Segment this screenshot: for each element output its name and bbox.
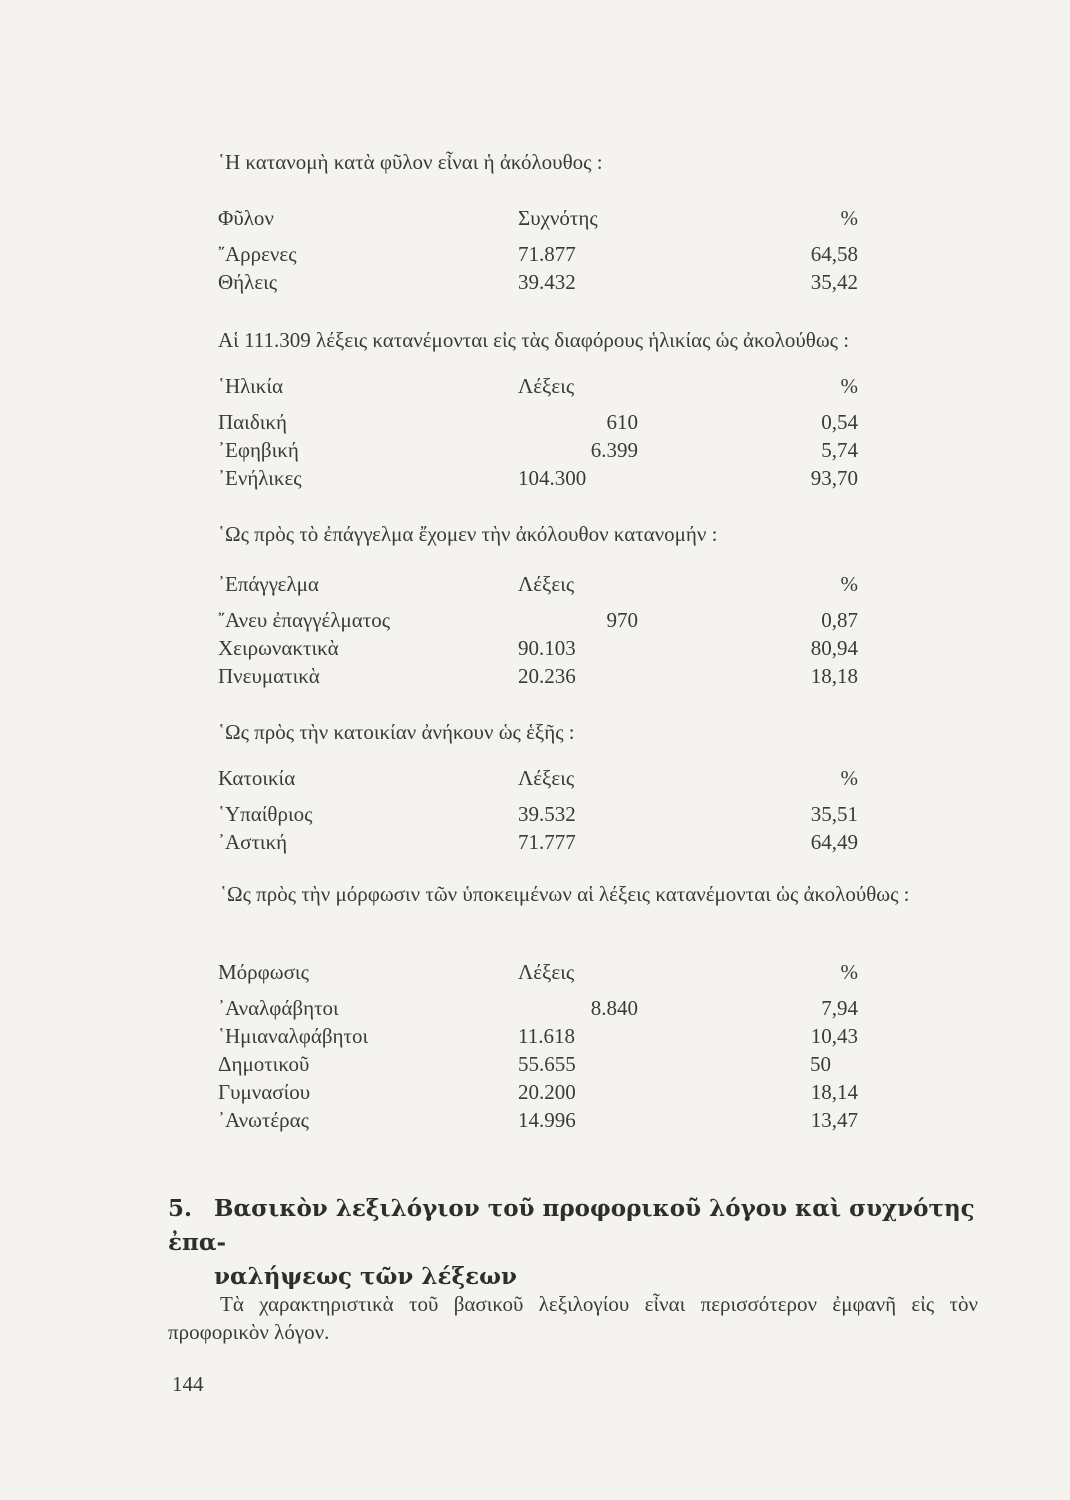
header-count: Λέξεις [518,572,575,596]
header-percent: % [840,960,858,984]
section-number: 5. [168,1195,193,1222]
table-profession [218,570,858,690]
header-category: ᾽Επάγγελμα [218,572,319,596]
row-count: 104.300 [518,466,587,490]
header-percent: % [840,206,858,230]
table-row [218,408,858,436]
row-count: 20.200 [518,1080,576,1104]
table-education [218,958,858,1134]
row-count: 610 [606,410,638,434]
row-label: ῎Ανευ ἐπαγγέλματος [218,608,391,632]
row-percent: 13,47 [810,1108,858,1132]
header-category: ῾Ηλικία [218,374,283,398]
table-age [218,372,858,492]
intro-gender: ῾Η κατανομὴ κατὰ φῦλον εἶναι ἡ ἀκόλουθος : [218,150,603,174]
row-count: 71.777 [518,830,576,854]
row-count: 39.532 [518,802,576,826]
row-label: ᾽Ενήλικες [218,466,302,490]
table-row [218,464,858,492]
row-percent: 35,42 [810,270,858,294]
row-percent: 0,87 [821,608,858,632]
row-label: Παιδική [218,410,287,434]
row-count: 8.840 [590,996,638,1020]
row-count: 970 [606,608,638,632]
row-percent: 0,54 [821,410,858,434]
row-count: 55.655 [518,1052,576,1076]
row-percent: 64,58 [810,242,858,266]
row-percent: 5,74 [821,438,858,462]
section-heading [168,1192,978,1294]
closing-paragraph [168,1290,978,1346]
header-percent: % [840,374,858,398]
row-percent: 7,94 [821,996,858,1020]
row-percent: 64,49 [810,830,858,854]
table-row [218,1106,858,1134]
row-count: 14.996 [518,1108,576,1132]
table-row [218,436,858,464]
row-label: ῾Ημιαναλφάβητοι [218,1024,369,1048]
table-row [218,606,858,634]
page-number: 144 [172,1372,204,1396]
table-header [218,372,858,408]
header-count: Συχνότης [518,206,598,230]
row-percent: 10,43 [810,1024,858,1048]
row-percent: 93,70 [810,466,858,490]
table-row [218,634,858,662]
header-count: Λέξεις [518,374,575,398]
section-title-line1: Βασικὸν λεξιλόγιον τοῦ προφορικοῦ λόγου καὶ συχνότης ἐπα- [168,1195,975,1256]
table-row [218,800,858,828]
intro-age: Αἱ 111.309 λέξεις κατανέμονται εἰς τὰς διαφόρους ἡλικίας ὡς ἀκολούθως : [218,328,850,352]
table-header [218,958,858,994]
row-label: ᾽Ανωτέρας [218,1108,309,1132]
header-category: Φῦλον [218,206,274,230]
header-percent: % [840,572,858,596]
intro-profession: ῾Ως πρὸς τὸ ἐπάγγελμα ἔχομεν τὴν ἀκόλουθον κατανομήν : [218,522,718,546]
header-category: Κατοικία [218,766,296,790]
section-title-line2: ναλήψεως τῶν λέξεων [214,1263,517,1290]
row-percent: 18,14 [810,1080,858,1104]
row-count: 6.399 [590,438,638,462]
table-gender [218,204,858,296]
table-row [218,1022,858,1050]
row-label: ᾽Αναλφάβητοι [218,996,339,1020]
table-row [218,662,858,690]
row-count: 20.236 [518,664,576,688]
table-row [218,240,858,268]
table-row [218,994,858,1022]
row-label: Θήλεις [218,270,278,294]
row-count: 90.103 [518,636,576,660]
row-label: ᾽Εφηβική [218,438,299,462]
row-label: Πνευματικὰ [218,664,320,688]
row-percent: 18,18 [810,664,858,688]
closing-paragraph-text: Τὰ χαρακτηριστικὰ τοῦ βασικοῦ λεξιλογίου εἶναι περισσότερον ἐμφανῆ εἰς τὸν προφορικὸν λόγον. [168,1292,978,1344]
header-count: Λέξεις [518,960,575,984]
table-header [218,570,858,606]
table-row [218,1050,858,1078]
table-row [218,1078,858,1106]
table-row [218,828,858,856]
table-header [218,204,858,240]
header-count: Λέξεις [518,766,575,790]
row-percent: 35,51 [810,802,858,826]
header-category: Μόρφωσις [218,960,309,984]
intro-residence: ῾Ως πρὸς τὴν κατοικίαν ἀνήκουν ὡς ἑξῆς : [218,720,575,744]
row-count: 39.432 [518,270,576,294]
table-header [218,764,858,800]
row-label: Γυμνασίου [218,1080,311,1104]
row-label: ῎Αρρενες [218,242,297,266]
row-label: Δημοτικοῦ [218,1052,310,1076]
table-row [218,268,858,296]
row-percent: 50 [810,1052,831,1076]
row-label: Χειρωνακτικὰ [218,636,339,660]
table-residence [218,764,858,856]
intro-education [168,880,978,908]
row-count: 11.618 [518,1024,575,1048]
row-count: 71.877 [518,242,576,266]
row-percent: 80,94 [810,636,858,660]
row-label: ᾽Αστική [218,830,288,854]
intro-education-text: ῾Ως πρὸς τὴν μόρφωσιν τῶν ὑποκειμένων αἱ λέξεις κατανέμονται ὡς ἀκολούθως : [220,882,910,906]
row-label: ῾Υπαίθριος [218,802,313,826]
header-percent: % [840,766,858,790]
